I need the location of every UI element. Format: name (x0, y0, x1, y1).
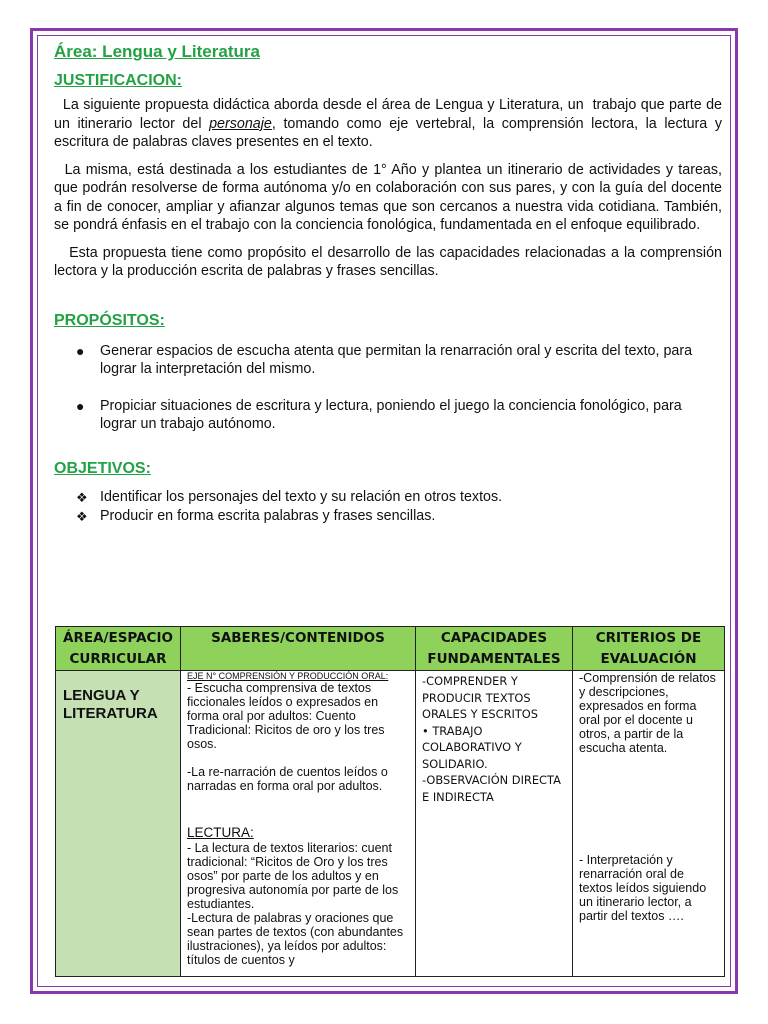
objetivo-text: Producir en forma escrita palabras y frases sencillas. (100, 507, 436, 524)
criterio-item: -Comprensión de relatos y descripciones, expresados en forma oral por el docente u otros, a partir de la escucha atenta. (579, 671, 716, 755)
justificacion-p1-text-b: , tomando como eje vertebral, la comprensión lectora, la lectura y escritura de palabras claves presentes en el texto. (54, 115, 722, 150)
propositos-heading: PROPÓSITOS: (54, 311, 165, 329)
proposito-item (76, 342, 722, 379)
table-header-row (56, 627, 725, 671)
proposito-item (76, 397, 722, 434)
lectura-heading: LECTURA: (187, 825, 254, 840)
justificacion-p1-text-a: La siguiente propuesta didáctica aborda desde el área de Lengua y Literatura, un trabajo que parte de un itinerario lector del (54, 97, 726, 132)
bullet-icon: ● (76, 342, 85, 359)
capacidad-item: • TRABAJO COLABORATIVO Y SOLIDARIO. (422, 723, 522, 771)
capacidades-content (416, 671, 572, 805)
capacidad-item: -COMPRENDER Y PRODUCIR TEXTOS ORALES Y ESCRITOS (422, 674, 538, 721)
saberes-item: -La re-narración de cuentos leídos o narradas en forma oral por adultos. (187, 765, 388, 793)
saberes-content (181, 671, 415, 967)
header-saberes: SABERES/CONTENIDOS (181, 627, 416, 671)
saberes-item: -Lectura de palabras y oraciones que sean partes de textos (con abundantes ilustraciones), ya leídos por adultos: títulos de cuentos y (187, 911, 404, 967)
justificacion-paragraph-2: La misma, está destinada a los estudiantes de 1° Año y plantea un itinerario de actividades y tareas, que podrán resolverse de forma autónoma y/o en colaboración con sus pares, y con la guía del docente a fin de conocer, ampliar y afianzar algunos temas que son cercanos a nuestra vida cotidiana. También, se pondrá énfasis en el trabajo con la conciencia fonológica, fundamentada en el enfoque equilibrado. (54, 161, 726, 233)
saberes-item: - La lectura de textos literarios: cuent tradicional: “Ricitos de Oro y los tres osos” por parte de los adultos y en progresiva autonomía por parte de los estudiantes. (187, 841, 399, 911)
header-criterios: CRITERIOS DE EVALUACIÓN (573, 627, 725, 671)
document-body (54, 42, 726, 526)
criterios-cell (573, 671, 725, 977)
justificacion-paragraph-1 (54, 96, 726, 152)
proposito-text: Generar espacios de escucha atenta que permitan la renarración oral y escrita del texto, para lograr la interpretación del mismo. (100, 342, 693, 377)
area-title: Área: Lengua y Literatura (54, 42, 260, 61)
criterios-content (573, 671, 724, 923)
justificacion-paragraph-3: Esta propuesta tiene como propósito el desarrollo de las capacidades relacionadas a la comprensión lectora y la producción escrita de palabras y frases sencillas. (54, 244, 726, 279)
diamond-bullet-icon: ❖ (76, 508, 88, 524)
area-cell (56, 671, 181, 977)
objetivo-text: Identificar los personajes del texto y su relación en otros textos. (100, 488, 503, 505)
propositos-list (54, 342, 722, 434)
bullet-icon: ● (76, 397, 85, 414)
eje-heading: EJE N° COMPRENSIÓN Y PRODUCCIÓN ORAL: (187, 671, 389, 681)
objetivo-item (76, 507, 722, 526)
capacidad-item: -OBSERVACIÓN DIRECTA E INDIRECTA (422, 773, 561, 804)
objetivos-heading: OBJETIVOS: (54, 459, 151, 477)
criterio-item: - Interpretación y renarración oral de textos leídos siguiendo un itinerario lector, a partir del textos …. (579, 853, 707, 923)
objetivo-item (76, 488, 722, 507)
area-label: LENGUA Y LITERATURA (63, 687, 158, 722)
saberes-cell (181, 671, 416, 977)
justificacion-heading: JUSTIFICACION: (54, 72, 182, 89)
objetivos-list (54, 488, 722, 526)
header-area: ÁREA/ESPACIO CURRICULAR (56, 627, 181, 671)
capacidades-cell (416, 671, 573, 977)
table-row (56, 671, 725, 977)
header-capacidades: CAPACIDADES FUNDAMENTALES (416, 627, 573, 671)
proposito-text: Propiciar situaciones de escritura y lectura, poniendo el juego la conciencia fonológico, para lograr un trabajo autónomo. (100, 397, 682, 432)
personaje-emphasis: personaje (209, 115, 272, 132)
curriculum-table (55, 626, 725, 977)
saberes-item: - Escucha comprensiva de textos ficcionales leídos o expresados en forma oral por adultos: Cuento Tradicional: Ricitos de oro y los tres osos. (187, 681, 385, 751)
diamond-bullet-icon: ❖ (76, 489, 88, 505)
